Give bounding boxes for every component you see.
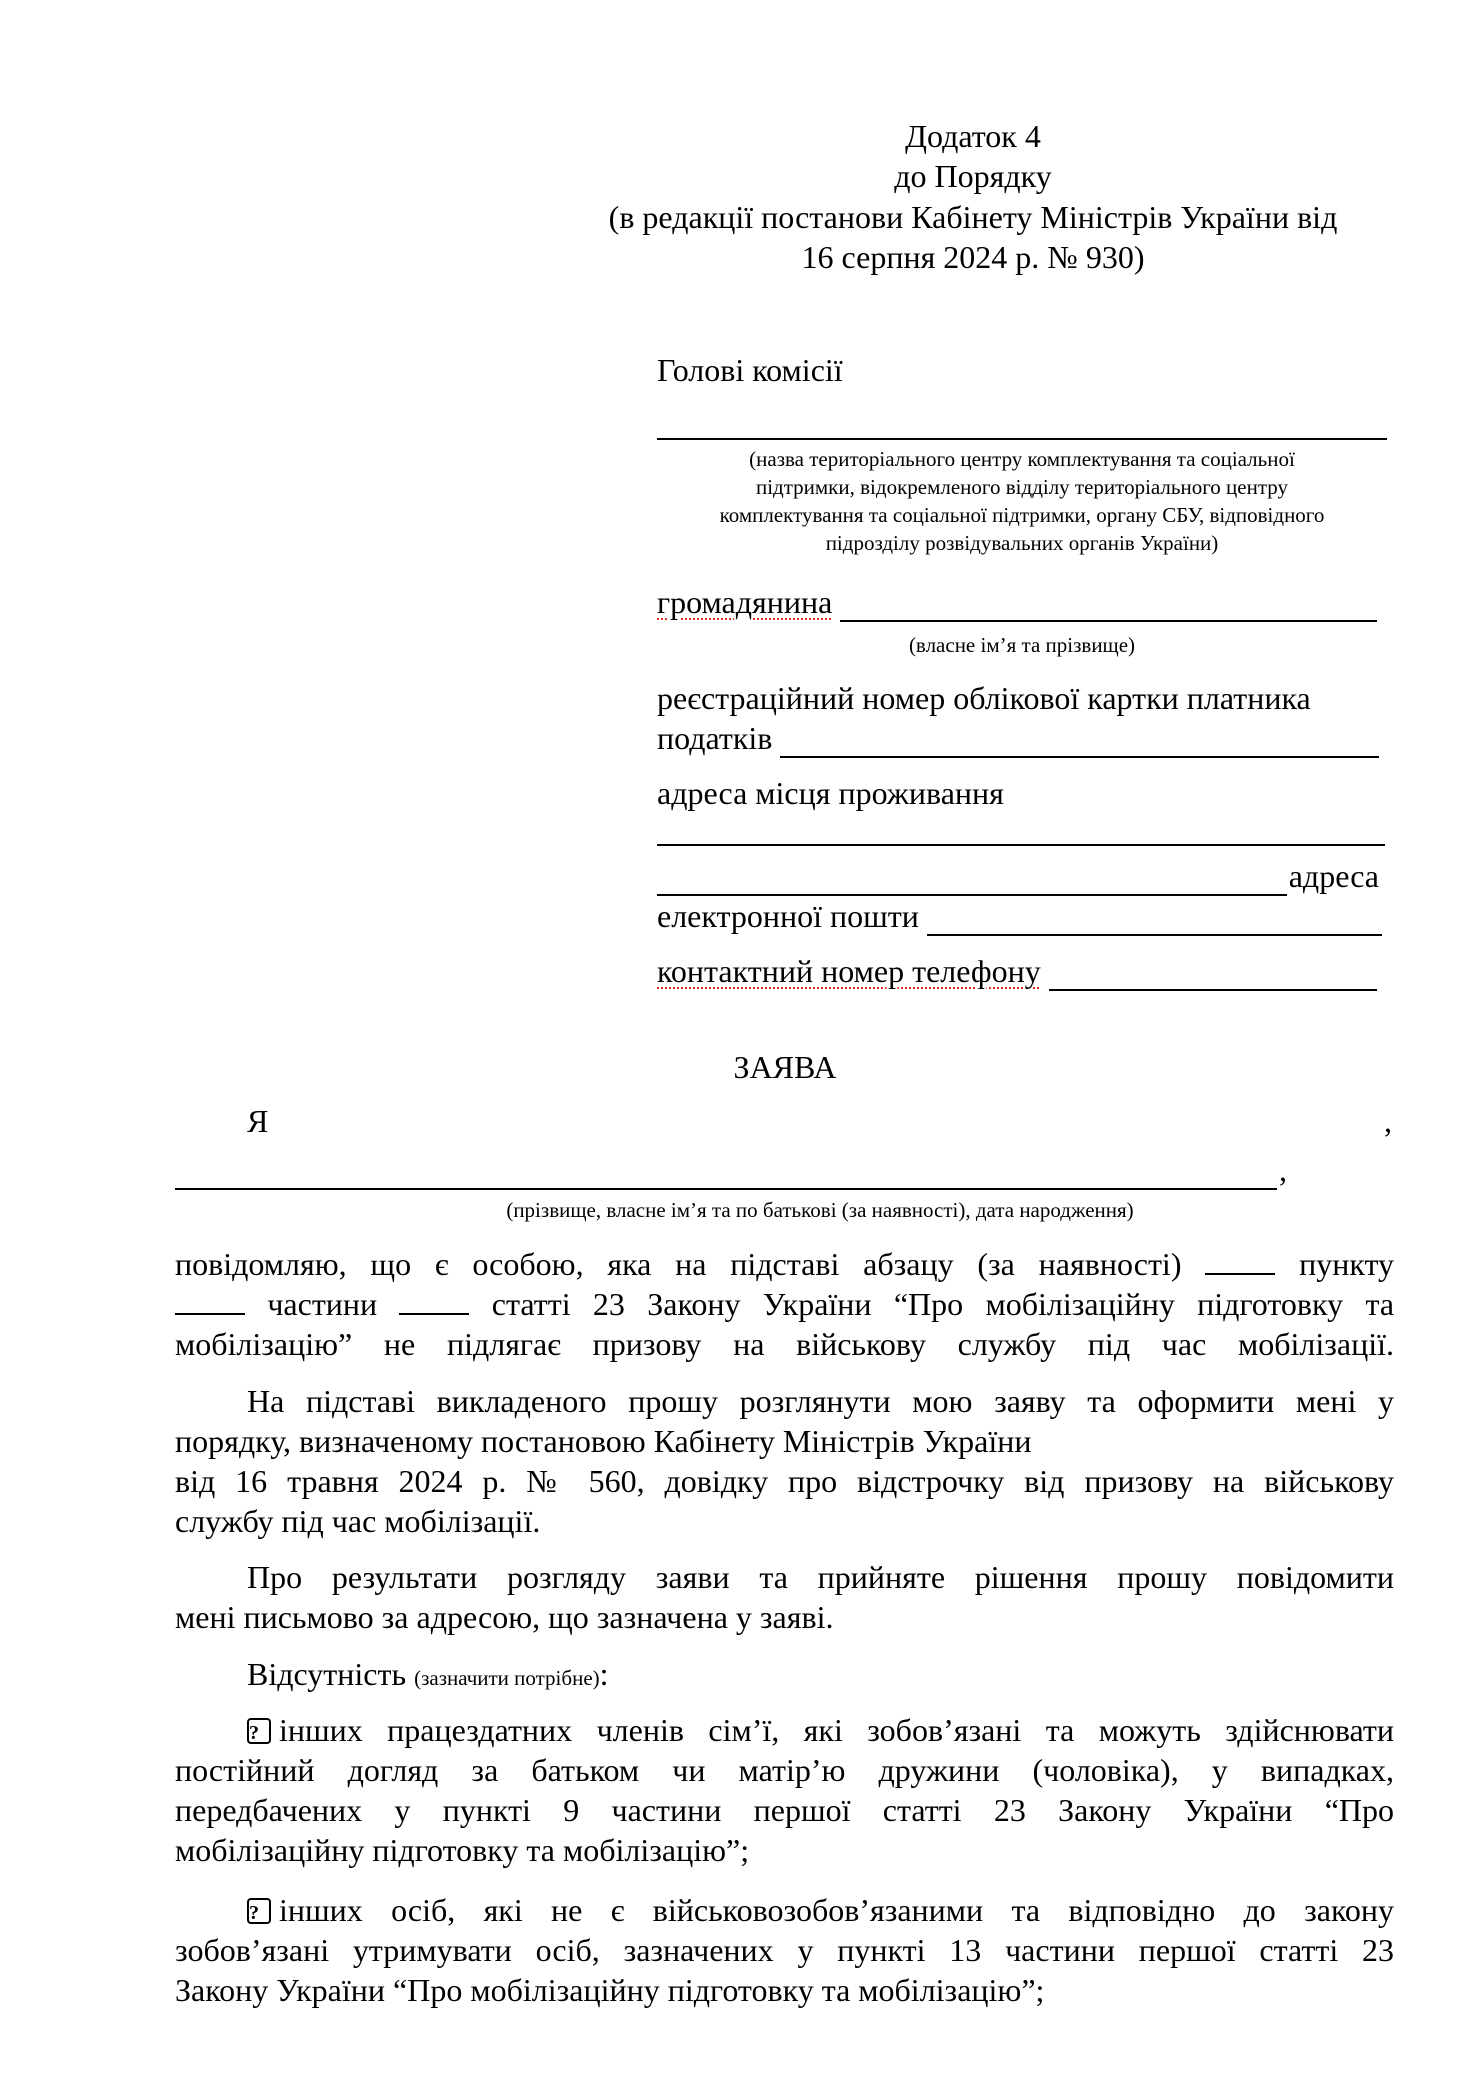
tax-number-field[interactable]	[780, 726, 1379, 758]
paragraph-line	[175, 1244, 1394, 1284]
part-blank-field[interactable]	[175, 1287, 245, 1315]
text: повідомляю, що є особою, яка на підставі абзацу (за наявності)	[175, 1246, 1182, 1282]
commission-caption	[657, 445, 1387, 557]
caption-line: підрозділу розвідувальних органів України)	[825, 531, 1219, 555]
paragraph-request	[175, 1381, 1394, 1541]
caption-line: (назва територіального центру комплектування та соціальної	[749, 447, 1295, 471]
address-line2-row	[657, 856, 1379, 896]
checkbox-family-members[interactable]: ?	[247, 1718, 271, 1744]
address-field-line1[interactable]	[657, 844, 1385, 846]
paragraph-line: порядку, визначеному постановою Кабінету Міністрів України	[175, 1423, 1032, 1459]
appendix-date: 16 серпня 2024 р. № 930)	[801, 239, 1145, 275]
caption-line: комплектування та соціальної підтримки, органу СБУ, відповідного	[719, 503, 1325, 527]
absence-label: Відсутність	[247, 1656, 407, 1692]
paragraph-line: Закону України “Про мобілізаційну підготовку та мобілізацію”;	[175, 1972, 1045, 2008]
address-field-line2[interactable]	[657, 864, 1287, 896]
citizen-caption: (власне ім’я та прізвище)	[908, 633, 1136, 657]
paragraph-line: постійний догляд за батьком чи матір’ю дружини (чоловіка), у випадках,	[175, 1752, 1394, 1788]
tax-label: реєстраційний номер облікової картки платника	[657, 680, 1311, 716]
paragraph-line	[175, 1890, 1394, 1930]
email-row	[657, 896, 1382, 936]
applicant-caption: (прізвище, власне ім’я та по батькові (за наявності), дата народження)	[506, 1198, 1134, 1222]
address-label: адреса місця проживання	[657, 775, 1004, 811]
colon: :	[599, 1656, 609, 1692]
text: статті 23 Закону України “Про мобілізаційну підготовку та	[491, 1286, 1394, 1322]
statement-i: Я	[247, 1103, 269, 1139]
email-field[interactable]	[927, 904, 1382, 936]
paragraph-line: від 16 травня 2024 р. № 560, довідку про відстрочку від призову на військову	[175, 1463, 1394, 1499]
paragraph-line: Про результати розгляду заяви та прийняте рішення прошу повідомити	[247, 1559, 1394, 1595]
paragraph-line	[175, 1710, 1394, 1750]
statement-comma: ,	[1384, 1103, 1392, 1139]
citizen-label: громадянина	[657, 584, 833, 620]
paragraph-line	[175, 1284, 1394, 1324]
paragraph-line: мобілізацію” не підлягає призову на військову службу під час мобілізації.	[175, 1326, 1394, 1362]
paragraph-blank-field[interactable]	[1205, 1247, 1275, 1275]
text: інших осіб, які не є військовозобов’язаними та відповідно до закону	[279, 1892, 1394, 1928]
citizen-row	[657, 582, 1377, 622]
applicant-comma: ,	[1279, 1152, 1287, 1188]
phone-row	[657, 951, 1377, 991]
checkbox-other-persons[interactable]: ?	[247, 1898, 271, 1924]
addressee-head: Голові комісії	[657, 352, 843, 388]
appendix-number: Додаток 4	[905, 118, 1041, 154]
paragraph-line: службу під час мобілізації.	[175, 1503, 541, 1539]
paragraph-line: мені письмово за адресою, що зазначена у заяві.	[175, 1599, 834, 1635]
option-family-members	[175, 1710, 1394, 1870]
option-other-persons	[175, 1890, 1394, 2010]
applicant-details-field[interactable]	[175, 1158, 1277, 1190]
phone-label: контактний номер телефону	[657, 953, 1041, 989]
email-label-cont: електронної пошти	[657, 898, 919, 934]
text: частини	[267, 1286, 378, 1322]
absence-heading	[175, 1654, 1466, 1694]
citizen-name-field[interactable]	[840, 590, 1377, 622]
absence-hint: (зазначити потрібне)	[414, 1666, 600, 1690]
text: інших працездатних членів сім’ї, які зобов’язані та можуть здійснювати	[279, 1712, 1394, 1748]
paragraph-exemption	[175, 1244, 1394, 1364]
applicant-row	[175, 1150, 1287, 1190]
paragraph-line: На підставі викладеного прошу розглянути мою заяву та оформити мені у	[247, 1383, 1394, 1419]
email-label: адреса	[1288, 858, 1379, 894]
tax-label-cont: податків	[657, 720, 773, 756]
phone-field[interactable]	[1049, 959, 1377, 991]
paragraph-line: зобов’язані утримувати осіб, зазначених у пункті 13 частини першої статті 23	[175, 1932, 1394, 1968]
paragraph-notify	[175, 1557, 1394, 1637]
paragraph-line: передбачених у пункті 9 частини першої статті 23 Закону України “Про	[175, 1792, 1394, 1828]
appendix-reference: до Порядку	[894, 158, 1052, 194]
appendix-edition: (в редакції постанови Кабінету Міністрів України від	[608, 199, 1338, 235]
article-blank-field[interactable]	[399, 1287, 469, 1315]
document-title: ЗАЯВА	[733, 1049, 837, 1085]
commission-name-field[interactable]	[657, 438, 1387, 440]
paragraph-line: мобілізаційну підготовку та мобілізацію”;	[175, 1832, 750, 1868]
caption-line: підтримки, відокремленого відділу територіального центру	[755, 475, 1289, 499]
tax-row	[657, 718, 1379, 758]
text: пункту	[1299, 1246, 1394, 1282]
